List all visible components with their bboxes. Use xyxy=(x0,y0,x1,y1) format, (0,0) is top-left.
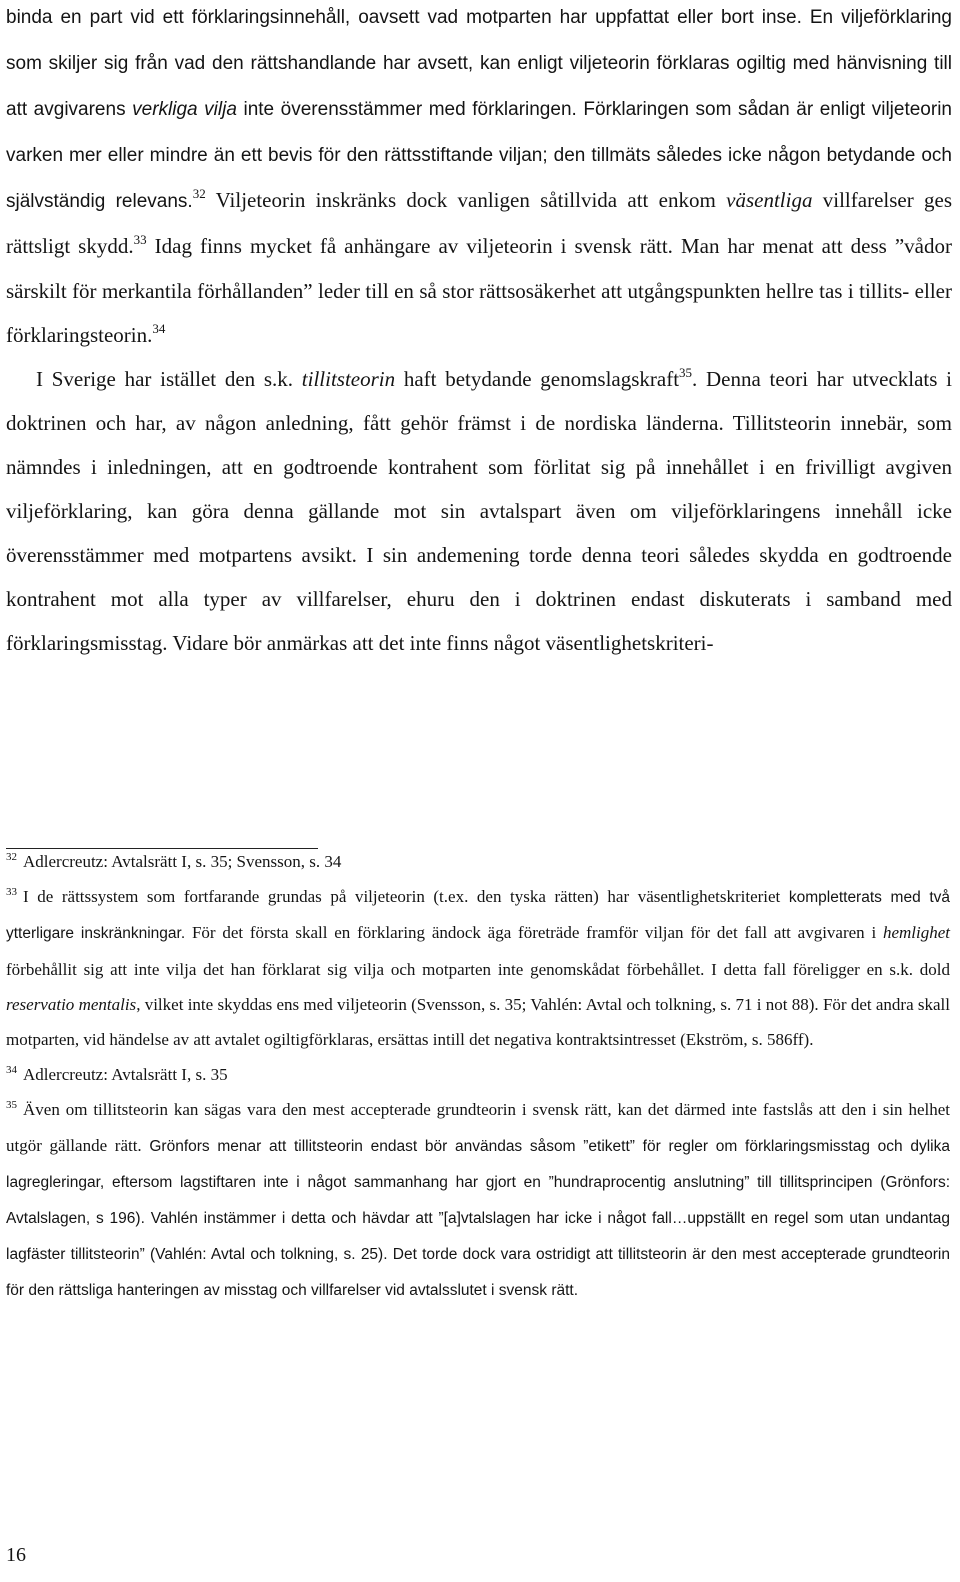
paragraph-2 xyxy=(6,357,952,666)
footnote-ref[interactable]: 35 xyxy=(679,364,693,380)
text-run: I de rättssystem som fortfarande grundas på viljeteorin (t.ex. den tyska rätten) har väsentlighetskriteriet xyxy=(23,887,789,907)
footnote-32 xyxy=(6,844,950,879)
text-run: tillitsteorin xyxy=(301,366,396,391)
text-run: haft betydande genomslagskraft xyxy=(395,366,680,391)
text-run: Grönfors menar att tillitsteorin endast bör användas såsom ”etikett” för regler om förklaringsmisstag och dylika lagregleringar, eftersom lagstiftaren inte i något sammanhang har gjort en ”hundraprocentig anslutning” till tillitsprincipen (Grönfors: Avtalslagen, s 196). Vahlén instämmer i detta och hävdar att ”[a]vtalslagen har icke i något fall…uppställt en regel som utan undantag lagfäster tillitsteorin” (Vahlén: Avtal och tolkning, s. 25). Det torde dock vara ostridigt att tillitsteorin är den mest accepterade grundteorin för den rättsliga hanteringen av misstag och villfarelser vid avtalsslutet i svensk rätt. xyxy=(6,1137,950,1300)
text-run: verkliga vilja xyxy=(132,99,237,121)
text-run: väsentliga xyxy=(726,188,813,213)
text-run: Idag finns mycket få anhängare av viljeteorin i svensk rätt. Man har menat att dess ”vådor särskilt för merkantila förhållanden” leder till en så stor rättsosäkerhet att utgångspunkten hellre tas i tillits- eller förklaringsteorin. xyxy=(6,234,952,347)
footnotes xyxy=(6,844,950,1309)
footnote-35 xyxy=(6,1092,950,1308)
text-run: Även om tillitsteorin kan sägas vara den mest accepterade grundteorin i svensk rätt, kan det därmed inte fastslås att den i sin helhet utgör gällande rätt. xyxy=(6,1100,950,1155)
text-run: Adlercreutz: Avtalsrätt I, s. 35; Svensson, s. 34 xyxy=(23,852,342,871)
footnote-ref[interactable]: 34 xyxy=(152,320,166,336)
footnote-number: 35 xyxy=(6,1099,17,1112)
text-run: förbehållit sig att inte vilja det han förklarat sig vilja och motparten inte genomskådat förbehållet. I detta fall föreligger en s.k. dold xyxy=(6,959,950,979)
footnote-number: 32 xyxy=(6,851,17,863)
text-run: inte överensstämmer med förklaringen. Förklaringen som sådan är enligt viljeteorin varken mer eller mindre än ett bevis för den rättsstiftande viljan; den tillmäts således icke någon betydande och självständig relevans. xyxy=(6,99,952,213)
text-run: I Sverige har istället den s.k. xyxy=(36,366,302,391)
text-run: binda en part vid ett förklaringsinnehåll, oavsett vad motparten har uppfattat eller bort insе. En viljeförklaring som skiljer sig från vad den rättshandlande har avsett, kan enligt viljeteorin förklaras ogiltig med hänvisning till att avgivarens xyxy=(6,7,952,121)
text-run: kompletterats med två ytterligare inskränkningar. xyxy=(6,889,950,943)
footnote-ref[interactable]: 33 xyxy=(133,232,147,248)
text-run: För det första skall en förklaring ändock äga företräde framför viljan för det fall att avgivaren i xyxy=(191,923,883,943)
text-run: Viljeteorin inskränks dock vanligen såtillvida att enkom xyxy=(205,188,727,213)
page-number: 16 xyxy=(6,1544,26,1566)
text-run: Adlercreutz: Avtalsrätt I, s. 35 xyxy=(23,1065,228,1085)
footnote-33 xyxy=(6,879,950,1057)
text-run: hemlighet xyxy=(882,923,950,943)
footnote-34 xyxy=(6,1057,950,1092)
text-run: , vilket inte skyddas ens med viljeteorin (Svensson, s. 35; Vahlén: Avtal och tolkning, s. 71 i not 88). För det andra skall motparten, vid händelse av att avtalet ogiltigförklaras, ersättas intill det negativa kontraktsintresset (Ekström, s. 586ff). xyxy=(6,994,951,1050)
main-text xyxy=(6,0,952,665)
paragraph-1 xyxy=(6,0,952,357)
text-run: reservatio mentalis xyxy=(6,994,137,1014)
text-run: . Denna teori har utvecklats i doktrinen och har, av någon anledning, fått gehör främst i de nordiska länderna. Tillitsteorin innebär, som nämndes i inledningen, att en godtroende kontrahent som förlitat sig på innehållet i en frivilligt avgiven viljeförklaring, kan göra denna gällande mot sin avtalspart även om viljeförklaringens innehåll icke överensstämmer med motpartens avsikt. I sin andemening torde denna teori således skydda en godtroende kontrahent mot alla typer av villfarelser, ehuru den i doktrinen endast diskuterats i samband med förklaringsmisstag. Vidare bör anmärkas att det inte finns något väsentlighetskriteri- xyxy=(6,366,952,656)
text-run: villfarelser ges rättsligt skydd. xyxy=(6,188,952,259)
footnote-number: 33 xyxy=(6,886,17,899)
footnote-ref[interactable]: 32 xyxy=(192,186,206,202)
footnote-number: 34 xyxy=(6,1064,17,1077)
